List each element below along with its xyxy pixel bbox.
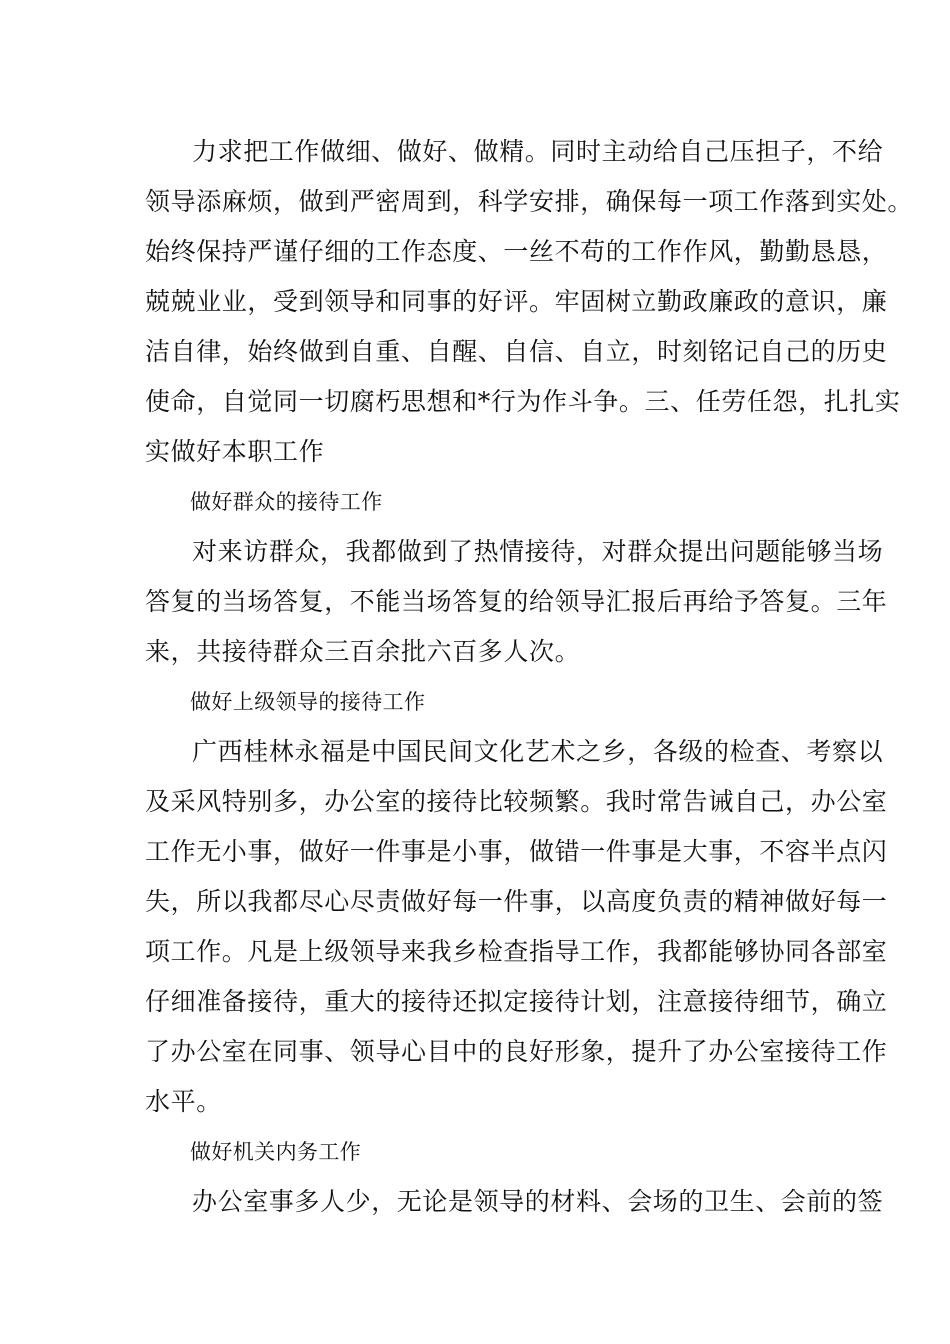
paragraph-line: 始终保持严谨仔细的工作态度、一丝不苟的工作作风，勤勤恳恳，: [145, 237, 888, 266]
paragraph-line: 答复的当场答复，不能当场答复的给领导汇报后再给予答复。三年: [145, 587, 888, 616]
paragraph-line: 水平。: [145, 1087, 222, 1116]
section-heading: 做好上级领导的接待工作: [190, 690, 426, 714]
paragraph-line: 兢兢业业，受到领导和同事的好评。牢固树立勤政廉政的意识，廉: [145, 287, 888, 316]
section-heading: 做好群众的接待工作: [190, 490, 383, 514]
paragraph-line: 工作无小事，做好一件事是小事，做错一件事是大事，不容半点闪: [145, 837, 888, 866]
paragraph-line: 力求把工作做细、做好、做精。同时主动给自己压担子，不给: [192, 137, 884, 166]
paragraph-line: 使命，自觉同一切腐朽思想和*行为作斗争。三、任劳任怨，扎扎实: [145, 387, 901, 416]
paragraph-line: 洁自律，始终做到自重、自醒、自信、自立，时刻铭记自己的历史: [145, 337, 888, 366]
paragraph-line: 及采风特别多，办公室的接待比较频繁。我时常告诫自己，办公室: [145, 787, 888, 816]
paragraph-line: 对来访群众，我都做到了热情接待，对群众提出问题能够当场: [192, 537, 884, 566]
paragraph-line: 办公室事多人少，无论是领导的材料、会场的卫生、会前的签: [192, 1187, 884, 1216]
paragraph-line: 领导添麻烦，做到严密周到，科学安排，确保每一项工作落到实处。: [145, 187, 914, 216]
section-heading: 做好机关内务工作: [190, 1140, 362, 1164]
paragraph-line: 了办公室在同事、领导心目中的良好形象，提升了办公室接待工作: [145, 1037, 888, 1066]
paragraph-line: 实做好本职工作: [145, 437, 325, 466]
paragraph-line: 项工作。凡是上级领导来我乡检查指导工作，我都能够协同各部室: [145, 937, 888, 966]
paragraph-line: 仔细准备接待，重大的接待还拟定接待计划，注意接待细节，确立: [145, 987, 888, 1016]
paragraph-line: 失，所以我都尽心尽责做好每一件事，以高度负责的精神做好每一: [145, 887, 888, 916]
paragraph-line: 来，共接待群众三百余批六百多人次。: [145, 637, 581, 666]
paragraph-line: 广西桂林永福是中国民间文化艺术之乡，各级的检查、考察以: [192, 737, 884, 766]
